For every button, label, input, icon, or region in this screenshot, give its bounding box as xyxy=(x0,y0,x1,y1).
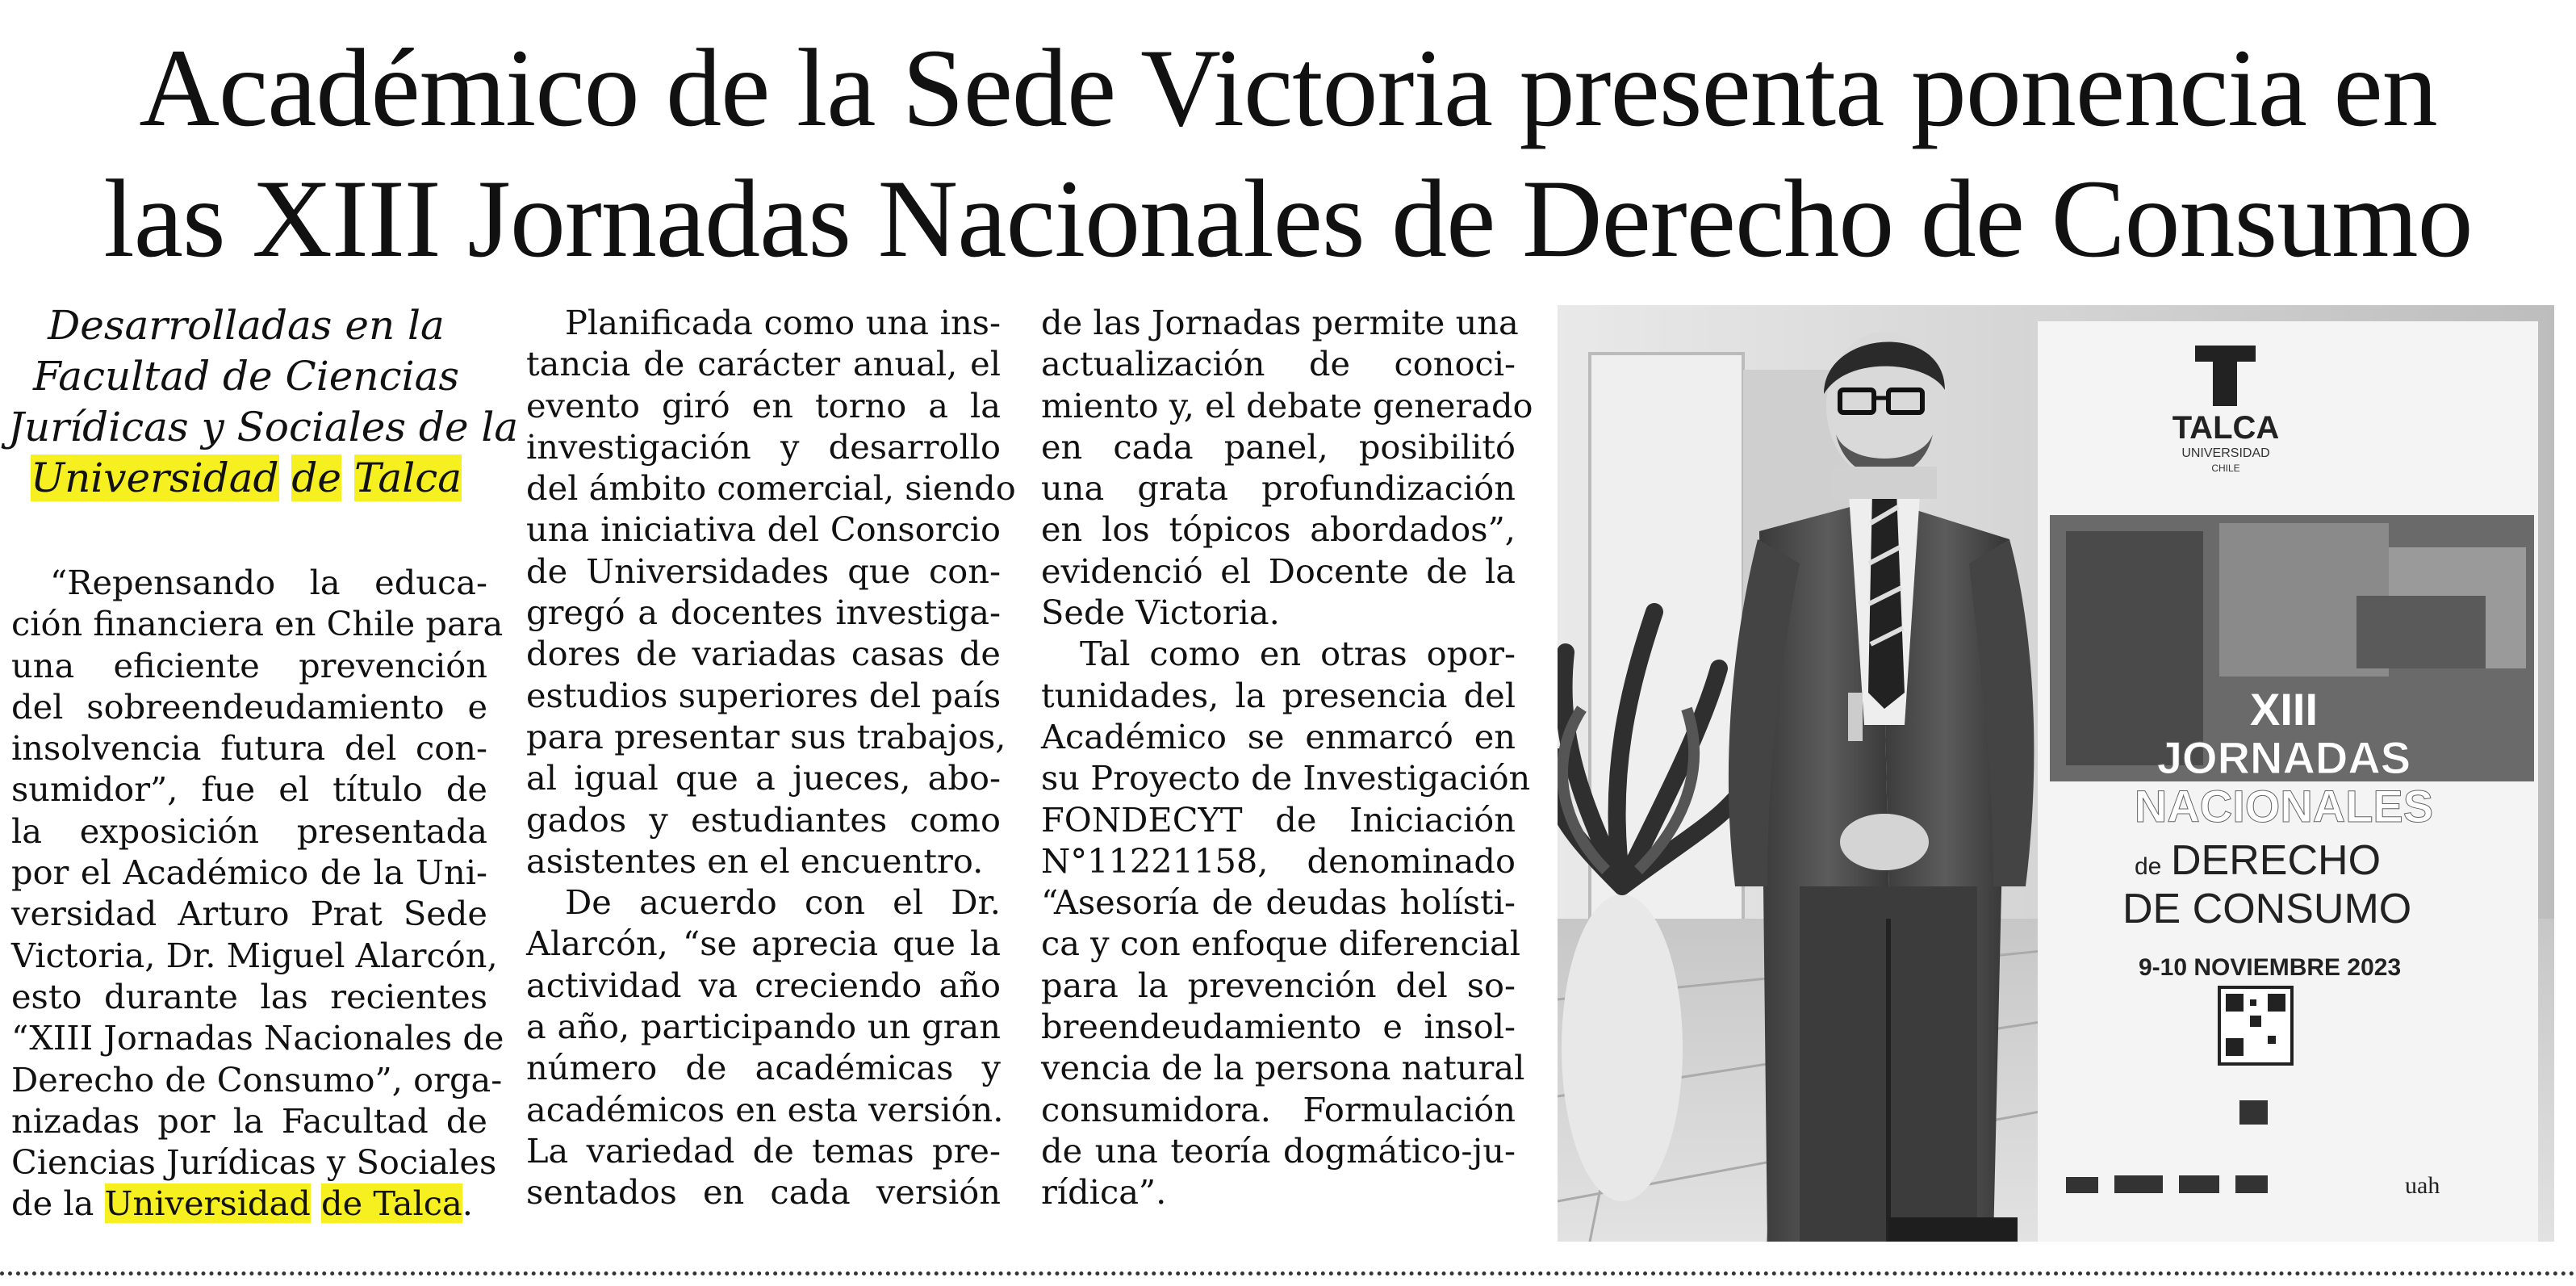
text-line: gregó a docentes investiga- xyxy=(526,593,1001,633)
text-line: tunidades, la presencia del xyxy=(1041,675,1516,715)
text-line: Tal como en otras opor- xyxy=(1080,634,1516,674)
banner-consumo: DE CONSUMO xyxy=(2122,886,2412,932)
highlight-de: de xyxy=(291,454,342,501)
text-line: una eficiente prevención xyxy=(11,645,487,685)
text-line: De acuerdo con el Dr. xyxy=(565,882,1001,923)
text-line: ca y con enfoque diferencial xyxy=(1041,924,1521,964)
text-line-last xyxy=(11,1183,487,1224)
space xyxy=(279,454,292,501)
text-line: ción financiera en Chile para xyxy=(11,604,504,644)
banner-dates: 9-10 NOVIEMBRE 2023 xyxy=(2139,954,2402,981)
text-line: en los tópicos abordados”, xyxy=(1041,509,1516,550)
text-line: Académico se enmarcó en xyxy=(1041,716,1516,756)
text-line: Sede Victoria. xyxy=(1041,593,1280,633)
highlight-talca: Talca xyxy=(353,454,462,501)
text-line: para la prevención del so- xyxy=(1041,965,1516,1005)
text-line: consumidora. Formulación xyxy=(1041,1089,1516,1129)
text-line: asistentes en el encuentro. xyxy=(526,840,984,881)
text-line: Alarcón, “se aprecia que la xyxy=(526,924,1001,964)
subhead-line-4 xyxy=(8,453,484,504)
space xyxy=(311,1183,321,1223)
text-line: una iniciativa del Consorcio xyxy=(526,509,1001,550)
banner-nacionales: NACIONALES xyxy=(2134,781,2434,832)
text-line: una grata profundización xyxy=(1041,468,1516,509)
text-line: número de académicas y xyxy=(526,1048,1001,1088)
text-line: Planificada como una ins- xyxy=(565,303,1001,342)
text-line: vencia de la persona natural xyxy=(1041,1048,1525,1088)
text-line: gados y estudiantes como xyxy=(526,799,1001,840)
text-line: rídica”. xyxy=(1041,1172,1167,1213)
banner-de: de xyxy=(2135,853,2162,880)
text-line: esto durante las recientes xyxy=(11,976,487,1016)
text-line: la exposición presentada xyxy=(11,811,487,851)
text-line: dores de variadas casas de xyxy=(526,634,1001,674)
text-line: su Proyecto de Investigación xyxy=(1041,758,1531,798)
text-line: N°11221158, denominado xyxy=(1041,840,1516,881)
article-column-2 xyxy=(526,302,1016,1213)
text-line: “XIII Jornadas Nacionales de xyxy=(11,1018,504,1058)
text-line: de una teoría dogmático-ju- xyxy=(1041,1130,1516,1171)
headline-line-1: Académico de la Sede Victoria presenta ponencia en xyxy=(139,26,2437,149)
sponsor-logo xyxy=(2239,1100,2268,1125)
text-line: del sobreendeudamiento e xyxy=(11,686,487,727)
highlight-universidad: Universidad xyxy=(104,1183,311,1224)
text-line: breendeudamiento e insol- xyxy=(1041,1007,1516,1047)
text-line: investigación y desarrollo xyxy=(526,426,1001,467)
text-line: Derecho de Consumo”, orga- xyxy=(11,1059,503,1100)
text-line: de Universidades que con- xyxy=(526,551,1001,591)
text-line: “Repensando la educa- xyxy=(50,563,487,602)
text-line: para presentar sus trabajos, xyxy=(526,716,1006,756)
text-line: miento y, el debate generado xyxy=(1041,385,1533,425)
text-line: evento giró en torno a la xyxy=(526,385,1001,425)
highlight-de-talca: de Talca xyxy=(321,1183,462,1224)
banner-derecho: DERECHO xyxy=(2171,837,2382,884)
text-line: en cada panel, posibilitó xyxy=(1041,426,1516,467)
banner-logo-sub: UNIVERSIDAD xyxy=(2181,446,2270,460)
subhead-line-3: Jurídicas y Sociales de la xyxy=(8,404,519,450)
text-line: por el Académico de la Uni- xyxy=(11,852,487,893)
text-line: sumidor”, fue el título de xyxy=(11,769,487,810)
text-line: académicos en esta versión. xyxy=(526,1089,1004,1129)
text-line: a año, participando un gran xyxy=(526,1007,1001,1047)
text-line: Ciencias Jurídicas y Sociales xyxy=(11,1142,497,1183)
photo-illustration xyxy=(1558,305,2554,1242)
text-line: actividad va creciendo año xyxy=(526,965,1001,1005)
text-fragment: de la xyxy=(11,1183,105,1224)
article-column-3 xyxy=(1041,302,1533,1213)
text-line: actualización de conoci- xyxy=(1041,344,1516,384)
text-line: estudios superiores del país xyxy=(526,675,1002,715)
banner-jornadas: JORNADAS xyxy=(2156,732,2411,783)
banner-logo: TALCA xyxy=(2172,410,2280,446)
text-line: “Asesoría de deudas holísti- xyxy=(1041,882,1516,923)
article-photo xyxy=(1558,305,2554,1242)
text-line: de las Jornadas permite una xyxy=(1041,303,1519,342)
text-line: evidenció el Docente de la xyxy=(1041,551,1516,591)
highlight-universidad: Universidad xyxy=(30,454,279,501)
subhead-line-2: Facultad de Ciencias xyxy=(32,353,460,400)
banner-logo-country: CHILE xyxy=(2211,463,2240,474)
article-column-1 xyxy=(11,562,504,1225)
text-fragment: . xyxy=(462,1183,473,1224)
space xyxy=(341,454,354,501)
text-line: La variedad de temas pre- xyxy=(526,1130,1001,1171)
text-line: Victoria, Dr. Miguel Alarcón, xyxy=(11,935,498,975)
shoes xyxy=(1888,1217,2018,1242)
text-line: al igual que a jueces, abo- xyxy=(526,758,1001,798)
headline xyxy=(16,23,2560,284)
text-line: nizadas por la Facultad de xyxy=(11,1100,487,1141)
dotted-divider xyxy=(0,1271,2576,1276)
text-line: insolvencia futura del con- xyxy=(11,728,487,769)
text-line: sentados en cada versión xyxy=(526,1172,1001,1213)
text-line: tancia de carácter anual, el xyxy=(526,344,1001,384)
banner-sponsor: uah xyxy=(2405,1172,2440,1199)
headline-line-2: las XIII Jornadas Nacionales de Derecho de Consumo xyxy=(103,157,2473,280)
subhead-line-1: Desarrolladas en la xyxy=(48,302,445,349)
banner-xiii: XIII xyxy=(2249,684,2319,735)
event-banner xyxy=(2038,321,2538,1242)
text-line: versidad Arturo Prat Sede xyxy=(11,894,487,934)
subheadline xyxy=(8,300,519,504)
text-line: del ámbito comercial, siendo xyxy=(526,468,1016,509)
text-line: FONDECYT de Iniciación xyxy=(1041,799,1516,840)
